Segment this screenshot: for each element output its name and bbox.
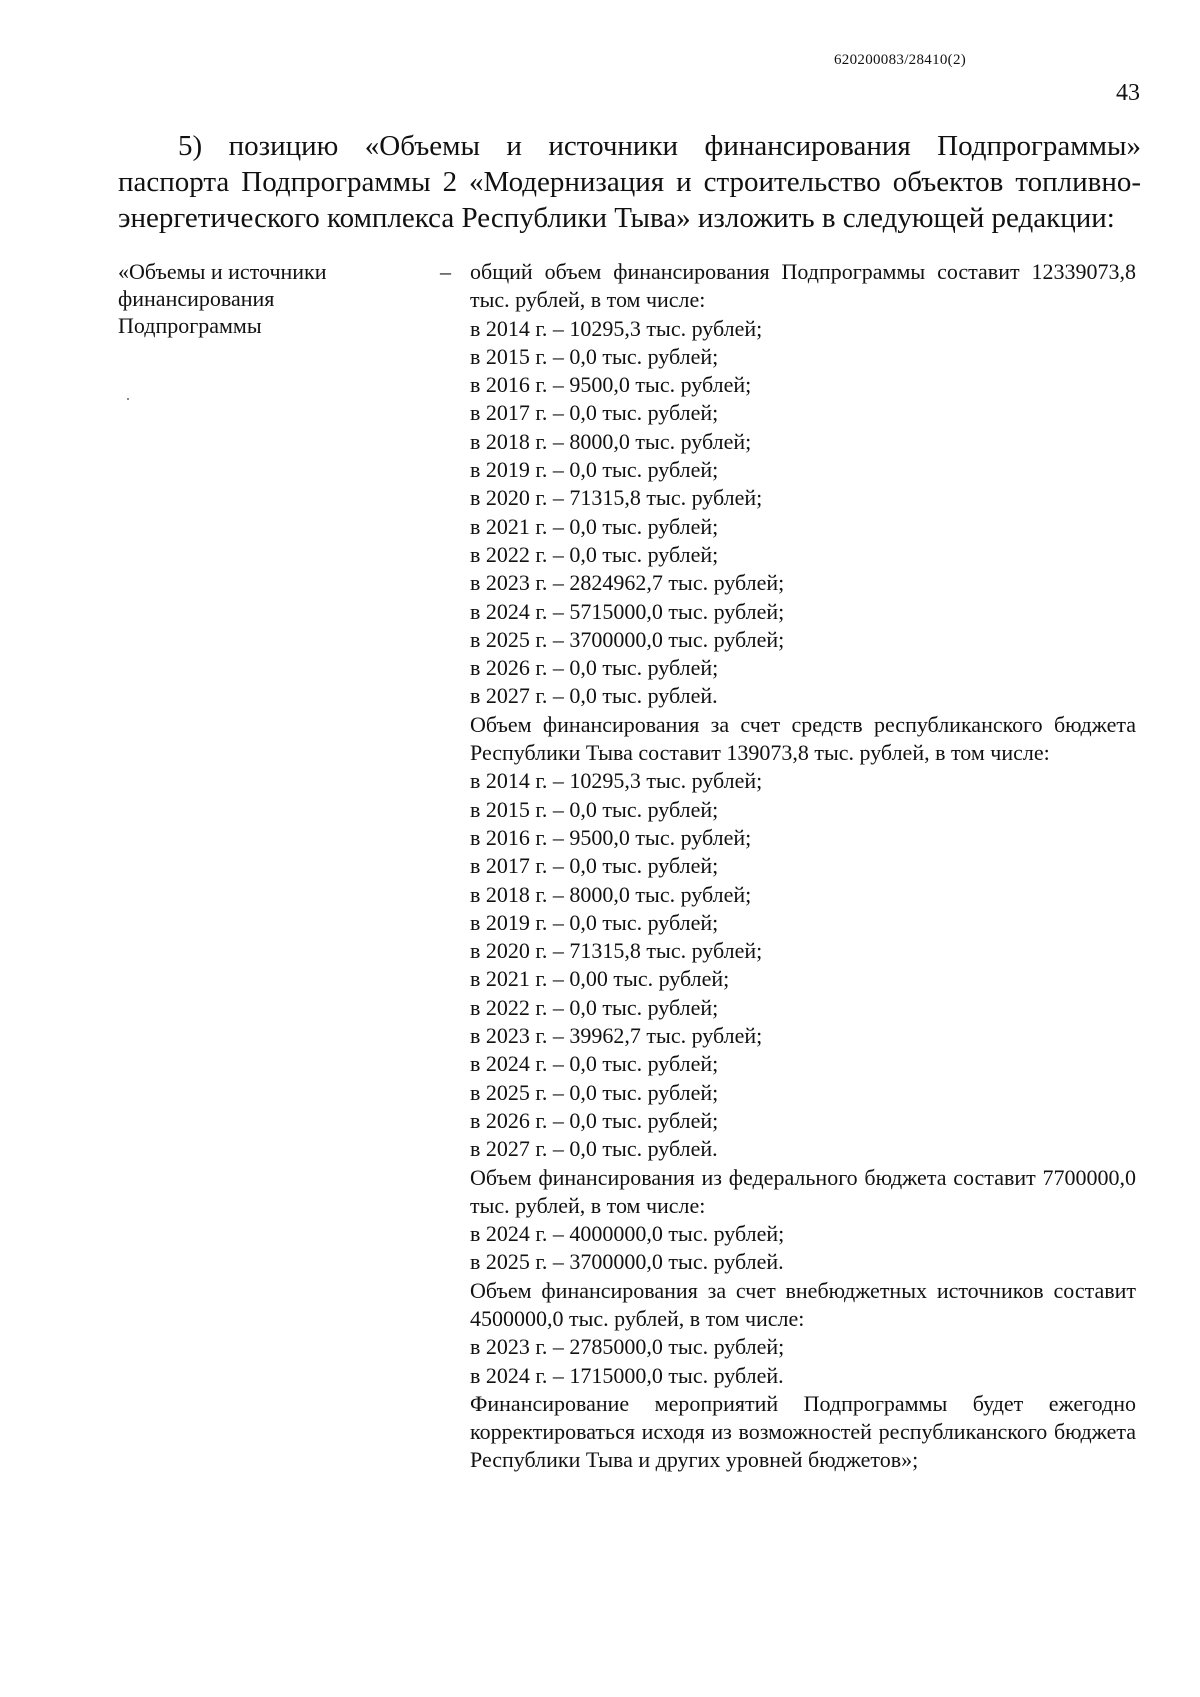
list-item: в 2026 г. – 0,0 тыс. рублей; [470,1107,719,1133]
list-item: в 2014 г. – 10295,3 тыс. рублей; [470,315,763,341]
list-item: в 2024 г. – 0,0 тыс. рублей; [470,1051,719,1077]
list-item: в 2024 г. – 4000000,0 тыс. рублей; [470,1221,785,1247]
total-financing-list [470,315,1136,711]
list-item: в 2014 г. – 10295,3 тыс. рублей; [470,768,763,794]
list-item: в 2025 г. – 3700000,0 тыс. рублей; [470,626,785,652]
list-item: в 2024 г. – 1715000,0 тыс. рублей. [470,1362,784,1388]
list-item: в 2020 г. – 71315,8 тыс. рублей; [470,485,763,511]
list-item: в 2016 г. – 9500,0 тыс. рублей; [470,372,752,398]
document-code: 620200083/28410(2) [834,52,967,68]
intro-paragraph: 5) позицию «Объемы и источники финансирования Подпрограммы» паспорта Подпрограммы 2 «Модернизация и строительство объектов топливно-энергетического комплекса Республики Тыва» изложить в следующей редакции: [118,130,1141,234]
list-item: в 2024 г. – 5715000,0 тыс. рублей; [470,598,785,624]
list-item: в 2025 г. – 3700000,0 тыс. рублей. [470,1249,784,1275]
list-item: в 2019 г. – 0,0 тыс. рублей; [470,909,719,935]
list-item: в 2016 г. – 9500,0 тыс. рублей; [470,824,752,850]
list-item: в 2017 г. – 0,0 тыс. рублей; [470,400,719,426]
list-item: в 2020 г. – 71315,8 тыс. рублей; [470,938,763,964]
list-item: в 2022 г. – 0,0 тыс. рублей; [470,994,719,1020]
list-item: в 2022 г. – 0,0 тыс. рублей; [470,541,719,567]
list-item: в 2027 г. – 0,0 тыс. рублей. [470,1136,718,1162]
list-item: в 2023 г. – 2785000,0 тыс. рублей; [470,1334,785,1360]
list-item: в 2025 г. – 0,0 тыс. рублей; [470,1079,719,1105]
page-number: 43 [1116,80,1140,106]
list-item: в 2019 г. – 0,0 тыс. рублей; [470,457,719,483]
list-item: в 2026 г. – 0,0 тыс. рублей; [470,655,719,681]
extrabudgetary-list [470,1333,1136,1390]
list-item: в 2015 г. – 0,0 тыс. рублей; [470,796,719,822]
table-dash: – [440,259,451,284]
closing-paragraph: Финансирование мероприятий Подпрограммы будет ежегодно корректироваться исходя из возможностей республиканского бюджета Республики Тыва и других уровней бюджетов»; [470,1390,1136,1473]
scan-speck [127,398,129,400]
list-item: в 2018 г. – 8000,0 тыс. рублей; [470,428,752,454]
list-item: в 2021 г. – 0,00 тыс. рублей; [470,966,730,992]
list-item: в 2027 г. – 0,0 тыс. рублей. [470,683,718,709]
republic-budget-intro: Объем финансирования за счет средств республиканского бюджета Республики Тыва составит 139073,8 тыс. рублей, в том числе: [470,711,1136,766]
extrabudgetary-intro: Объем финансирования за счет внебюджетных источников составит 4500000,0 тыс. рублей, в том числе: [470,1277,1136,1331]
republic-budget-list [470,767,1136,1163]
list-item: в 2017 г. – 0,0 тыс. рублей; [470,853,719,879]
table-left-label: «Объемы и источники финансирования Подпрограммы [118,259,327,338]
total-financing-intro: общий объем финансирования Подпрограммы составит 12339073,8 тыс. рублей, в том числе: [470,259,1136,313]
list-item: в 2021 г. – 0,0 тыс. рублей; [470,513,719,539]
list-item: в 2015 г. – 0,0 тыс. рублей; [470,343,719,369]
list-item: в 2018 г. – 8000,0 тыс. рублей; [470,881,752,907]
federal-budget-intro: Объем финансирования из федерального бюджета составит 7700000,0 тыс. рублей, в том числе: [470,1164,1136,1218]
financing-details [470,258,1136,1475]
list-item: в 2023 г. – 39962,7 тыс. рублей; [470,1023,763,1049]
federal-budget-list [470,1220,1136,1277]
list-item: в 2023 г. – 2824962,7 тыс. рублей; [470,570,785,596]
